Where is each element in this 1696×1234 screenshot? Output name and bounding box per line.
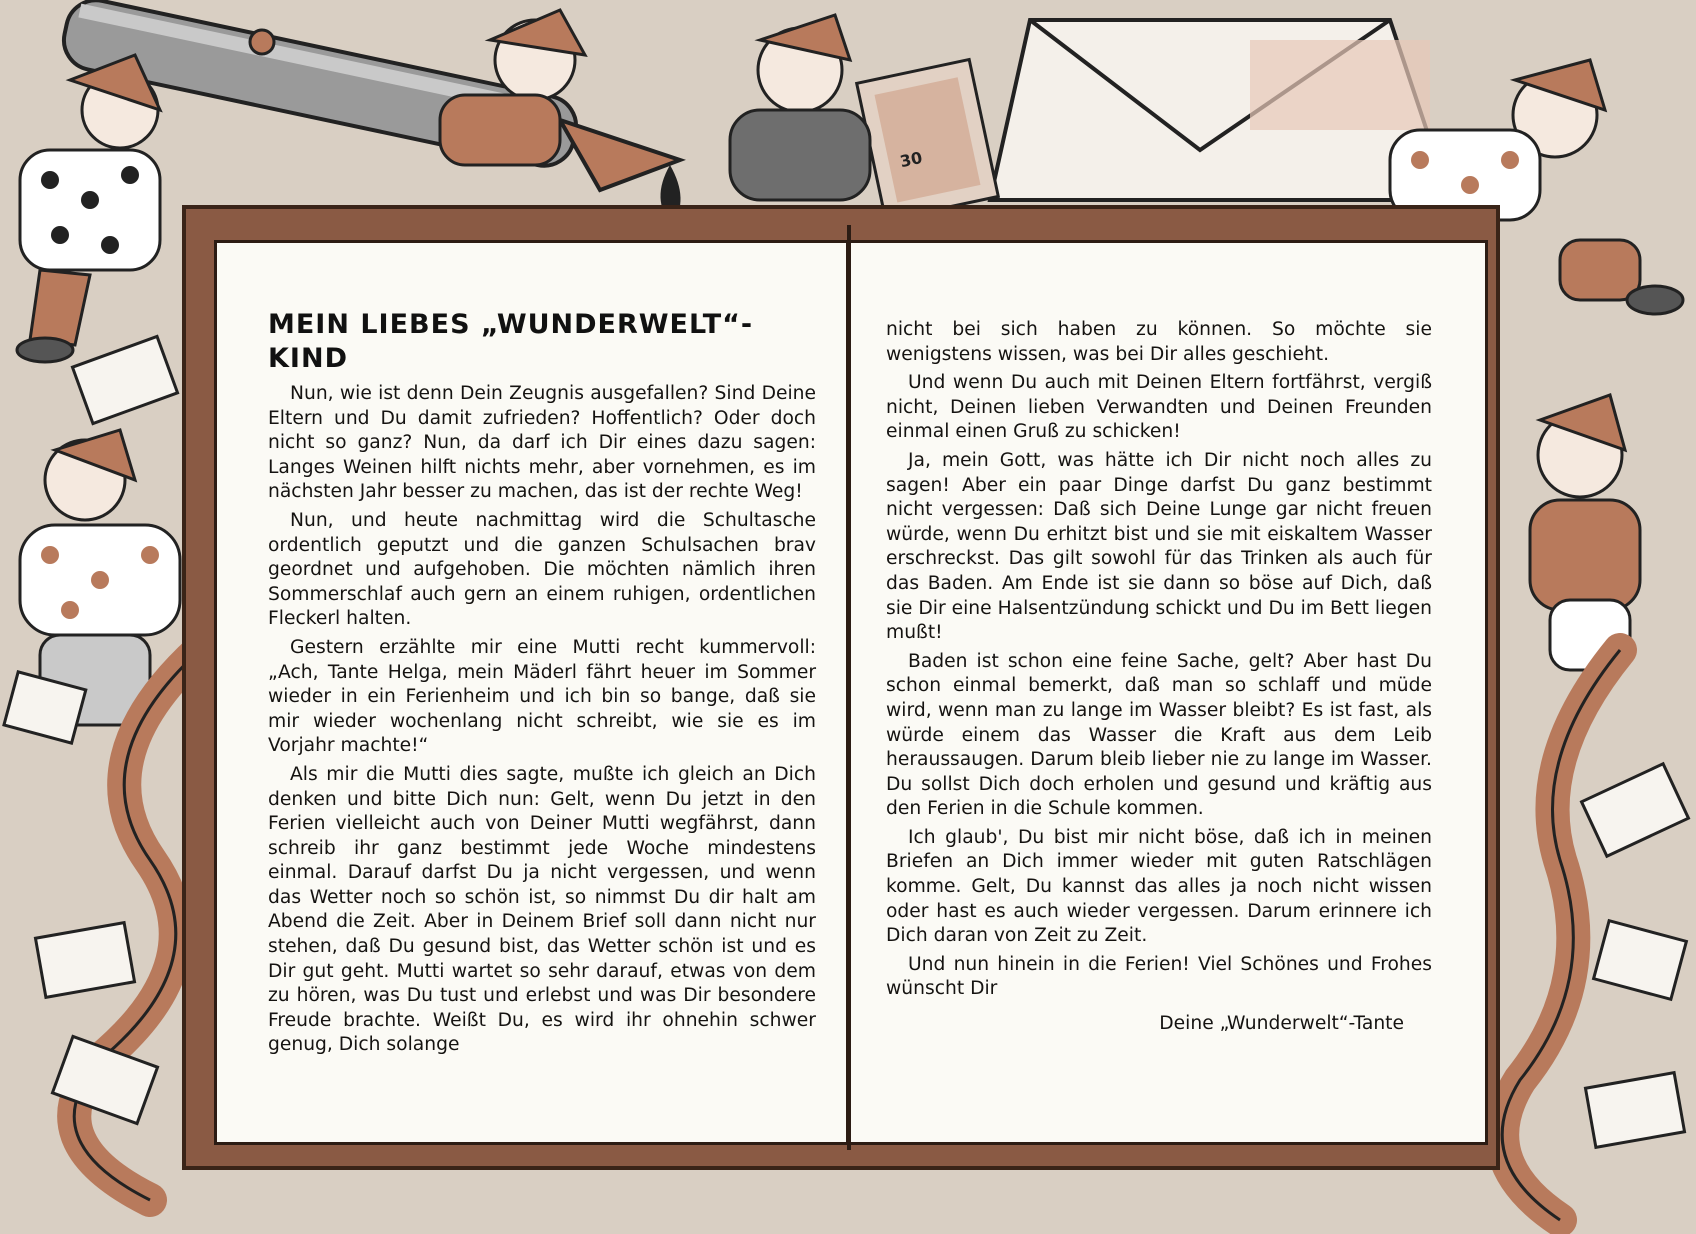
letter-column-right: [886, 318, 1432, 1037]
letter-paragraph: Gestern erzählte mir eine Mutti recht kummervoll: „Ach, Tante Helga, mein Mäderl fährt heuer im Sommer wieder in ein Ferienheim und ich bin so bange, daß sie mir wieder wochenlang nicht schreibt, wie sie es im Vorjahr machte!“: [268, 636, 816, 757]
child-figure-right-middle: [1530, 395, 1640, 670]
letter-paragraph: Ich glaub', Du bist mir nicht böse, daß ich in meinen Briefen an Dich immer wieder mit guten Ratschlägen komme. Gelt, Du kannst das alles ja noch nicht wissen oder hast es auch wieder vergessen. Darum erinnere ich Dich daran von Zeit zu Zeit.: [886, 826, 1432, 947]
letter-paragraph: Nun, und heute nachmittag wird die Schultasche ordentlich geputzt und die ganzen Schulsachen brav geordnet und aufgehoben. Die möchten nämlich ihren Sommerschlaf auch gern an einem ruhigen, ordentlichen Fleckerl halten.: [268, 509, 816, 630]
letter-paragraph: Ja, mein Gott, was hätte ich Dir nicht noch alles zu sagen! Aber ein paar Dinge darfst Du ganz bestimmt nicht vergessen: Daß sich Deine Lunge gar nicht freuen würde, wenn Du erhitzt bist und sie mit eiskaltem Wasser erschreckst. Das gilt sowohl für das Trinken als auch für das Baden. Am Ende ist sie dann so böse auf Dich, daß sie Dir eine Halsentzündung schickt und Du im Bett liegen mußt!: [886, 449, 1432, 644]
envelope-illustration: [990, 20, 1450, 200]
letter-signature: Deine „Wunderwelt“-Tante: [1159, 1013, 1404, 1035]
letter-paragraph: Und wenn Du auch mit Deinen Eltern fortfährst, vergiß nicht, Deinen lieben Verwandten und Deinen Freunden einmal einen Gruß zu schicken!: [886, 372, 1432, 443]
book-spine: [847, 225, 851, 1150]
letter-column-left: [268, 308, 816, 1062]
letter-paragraph: Und nun hinein in die Ferien! Viel Schönes und Frohes wünscht Dir: [886, 953, 1432, 1000]
letter-paragraph: Als mir die Mutti dies sagte, mußte ich gleich an Dich denken und bitte Dich nun: Gelt, wenn Du jetzt in den Ferien vielleicht auch von Deiner Mutti wegfährst, dann schreib ihr ganz bestimmt jede Woche mindestens einmal. Darauf darfst Du ja nicht vergessen, und wenn das Wetter noch so schön ist, so nimmst Du dir halt am Abend die Zeit. Aber in Deinem Brief soll dann nicht nur stehen, daß Du gesund bist, das Wetter schön ist und es Dir gut geht. Mutti wartet so sehr darauf, etwas von dem zu hören, was Du tust und erlebst und was Dir besondere Freude brachte. Weißt Du, es wird ihr ohnehin schwer genug, Dich solange: [268, 763, 816, 1056]
child-figure-left-top: [17, 55, 160, 362]
letter-title: MEIN LIEBES „WUNDERWELT“-KIND: [268, 309, 754, 374]
letter-paragraph: Nun, wie ist denn Dein Zeugnis ausgefallen? Sind Deine Eltern und Du damit zufrieden? Hoffentlich? Oder doch nicht so ganz? Nun, da darf ich Dir eines dazu sagen: Langes Weinen hilft nichts mehr, aber vornehmen, es im nächsten Jahr besser zu machen, das ist der rechte Weg!: [268, 383, 816, 503]
postage-stamp-illustration: [857, 59, 999, 220]
letter-paragraph: nicht bei sich haben zu können. So möchte sie wenigstens wissen, was bei Dir alles geschieht.: [886, 319, 1432, 365]
letter-paragraph: Baden ist schon eine feine Sache, gelt? Aber hast Du schon einmal bemerkt, daß man so schlaff und müde wird, wenn man zu lange im Wasser bleibt? Es ist fast, als würde einem das Wasser die Kraft aus dem Leib heraussaugen. Darum bleib lieber nie zu lange im Wasser. Du sollst Dich doch erholen und gesund und kräftig aus den Ferien in die Schule kommen.: [886, 650, 1432, 820]
stamp-value: 30: [898, 147, 924, 172]
